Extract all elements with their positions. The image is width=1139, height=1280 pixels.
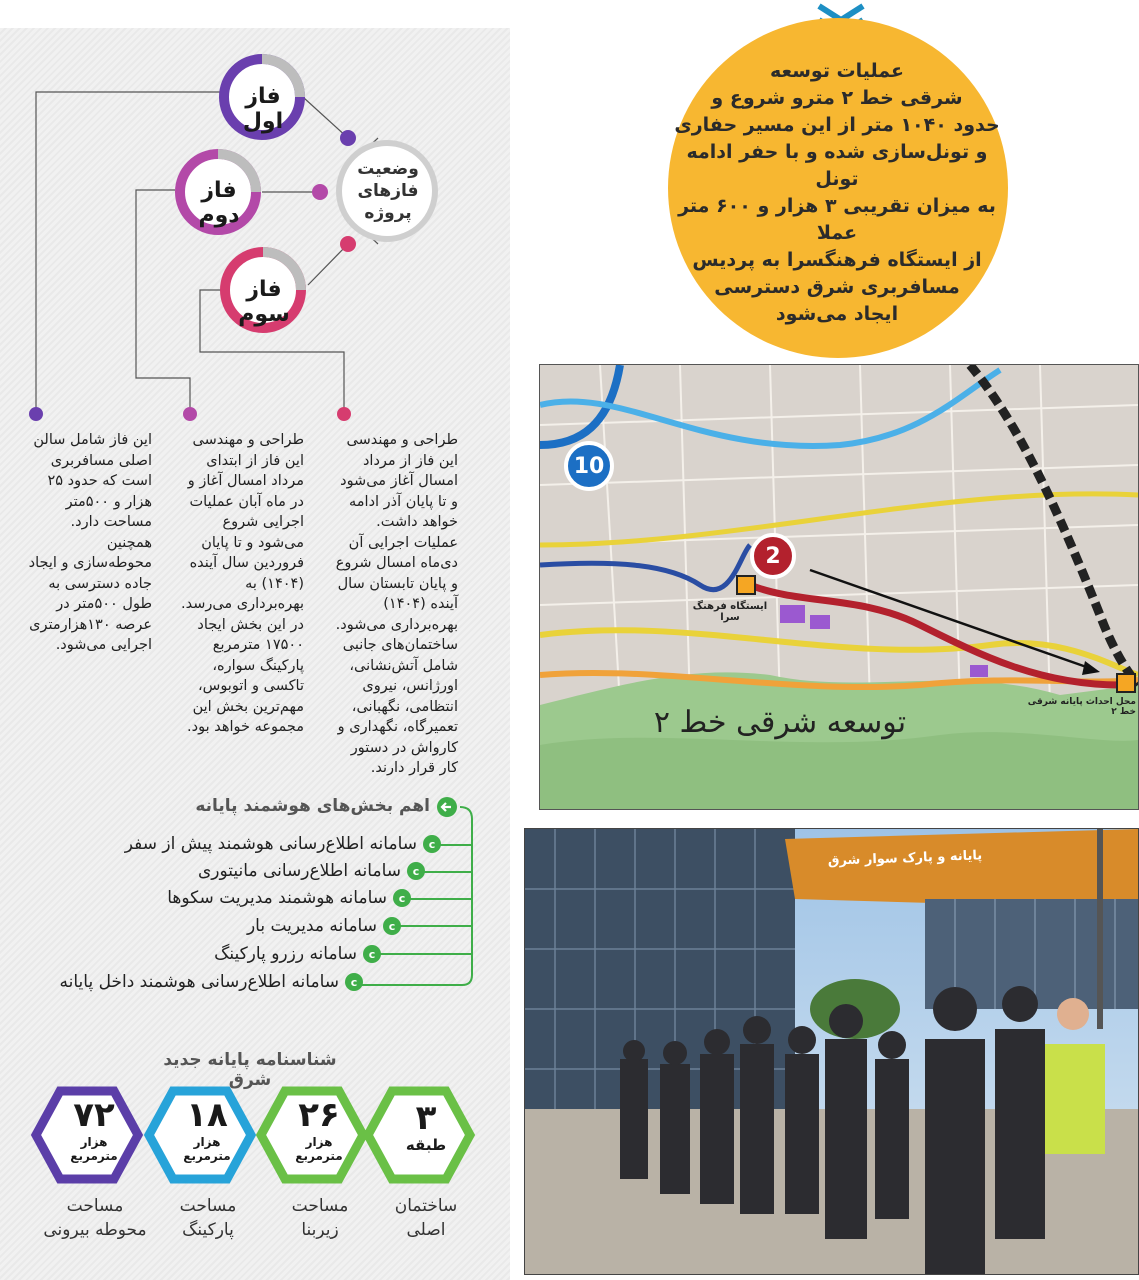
phase-3-text: طراحی و مهندسی این فاز از مرداد امسال آغاز می‌شود و تا پایان آذر ادامه خواهد داشت. عملیات اجرایی آن دی‌ماه امسال شروع و پایان تابستان سال آینده (۱۴۰۴) بهره‌برداری می‌شود. ساختمان‌های جانبی شامل آتش‌نشانی، اورژانس، نیروی انتظامی، نگهبانی، تعمیرگاه، نگهداری و کارواش در دستور کار قرار دارند. xyxy=(335,432,458,776)
line-2-badge: 2 xyxy=(750,533,796,579)
stat-outdoor: ۷۲ هزار مترمربع xyxy=(70,1095,118,1163)
terminal-label: محل احداث پایانه شرقی خط ۲ xyxy=(1027,697,1136,717)
stat-outdoor-caption: مساحت محوطه بیرونی xyxy=(43,1196,147,1240)
check-icon: c xyxy=(363,945,381,963)
line-10-badge: 10 xyxy=(564,441,614,491)
phase-1-label: فاز اول xyxy=(242,84,284,134)
stat-floors-caption: ساختمان اصلی xyxy=(394,1196,458,1240)
station-icon xyxy=(736,575,756,595)
feature-item: c سامانه هوشمند مدیریت سکوها xyxy=(167,888,411,908)
station-label: ایستگاه فرهنگ سرا xyxy=(692,601,768,623)
terminal-sign: پایانه و پارک سوار شرق xyxy=(827,848,983,869)
map-title: توسعه شرقی خط ۲ xyxy=(653,705,907,740)
feature-item: c سامانه مدیریت بار xyxy=(247,916,401,936)
feature-item: c سامانه اطلاع‌رسانی هوشمند پیش از سفر xyxy=(125,834,441,854)
phase-2-text: طراحی و مهندسی این فاز از ابتدای مرداد امسال آغاز و در ماه آبان عملیات اجرایی شروع می‌شود و تا پایان فروردین سال آینده (۱۴۰۴) به بهره‌برداری می‌رسد. در این بخش ایجاد ۱۷۵۰۰ مترمربع پارکینگ سواره، تاکسی و اتوبوس، مهم‌ترین بخش این مجموعه خواهد بود. xyxy=(180,432,304,735)
phase-3-label: فاز سوم xyxy=(238,277,290,327)
feature-item: c سامانه اطلاع‌رسانی مانیتوری xyxy=(198,861,425,881)
check-icon: c xyxy=(345,973,363,991)
feature-item: c سامانه اطلاع‌رسانی هوشمند داخل پایانه xyxy=(60,972,363,992)
stat-floor-area: ۲۶ هزار مترمربع xyxy=(295,1095,343,1163)
features-title: اهم بخش‌های هوشمند پایانه xyxy=(195,796,430,816)
terminal-photo xyxy=(524,828,1139,1275)
profile-title: شناسنامه پایانه جدید شرق xyxy=(163,1050,337,1090)
stat-parking-caption: مساحت پارکینگ xyxy=(179,1196,237,1240)
stat-floor-area-caption: مساحت زیربنا xyxy=(291,1196,349,1240)
metro-map xyxy=(539,364,1139,810)
terminal-icon xyxy=(1116,673,1136,693)
stat-floors: ۳ طبقه xyxy=(405,1098,447,1154)
check-icon: c xyxy=(407,862,425,880)
phase-2-label: فاز دوم xyxy=(198,178,240,228)
phase-hub-label: وضعیت فازهای پروژه xyxy=(357,159,419,223)
highlight-text: عملیات توسعه شرقی خط ۲ مترو شروع و حدود ۱۰۴۰ متر از این مسیر حفاری و تونل‌سازی شده و با حفر ادامه تونل به میزان تقریبی ۳ هزار و ۶۰۰ متر عملا از ایستگاه فرهنگسرا به پردیس مسافربری شرق دسترسی ایجاد می‌شود xyxy=(674,60,1000,325)
phase-1-text: این فاز شامل سالن اصلی مسافربری است که حدود ۲۵ هزار و ۵۰۰متر مساحت دارد. همچنین محوطه‌سازی و ایجاد جاده دسترسی به طول ۵۰۰متر در عرصه ۱۳۰هزارمتری اجرایی می‌شود. xyxy=(28,432,152,653)
check-icon: c xyxy=(383,917,401,935)
check-icon: c xyxy=(393,889,411,907)
check-icon: c xyxy=(423,835,441,853)
feature-item: c سامانه رزرو پارکینگ xyxy=(214,944,381,964)
stat-parking: ۱۸ هزار مترمربع xyxy=(183,1095,231,1163)
